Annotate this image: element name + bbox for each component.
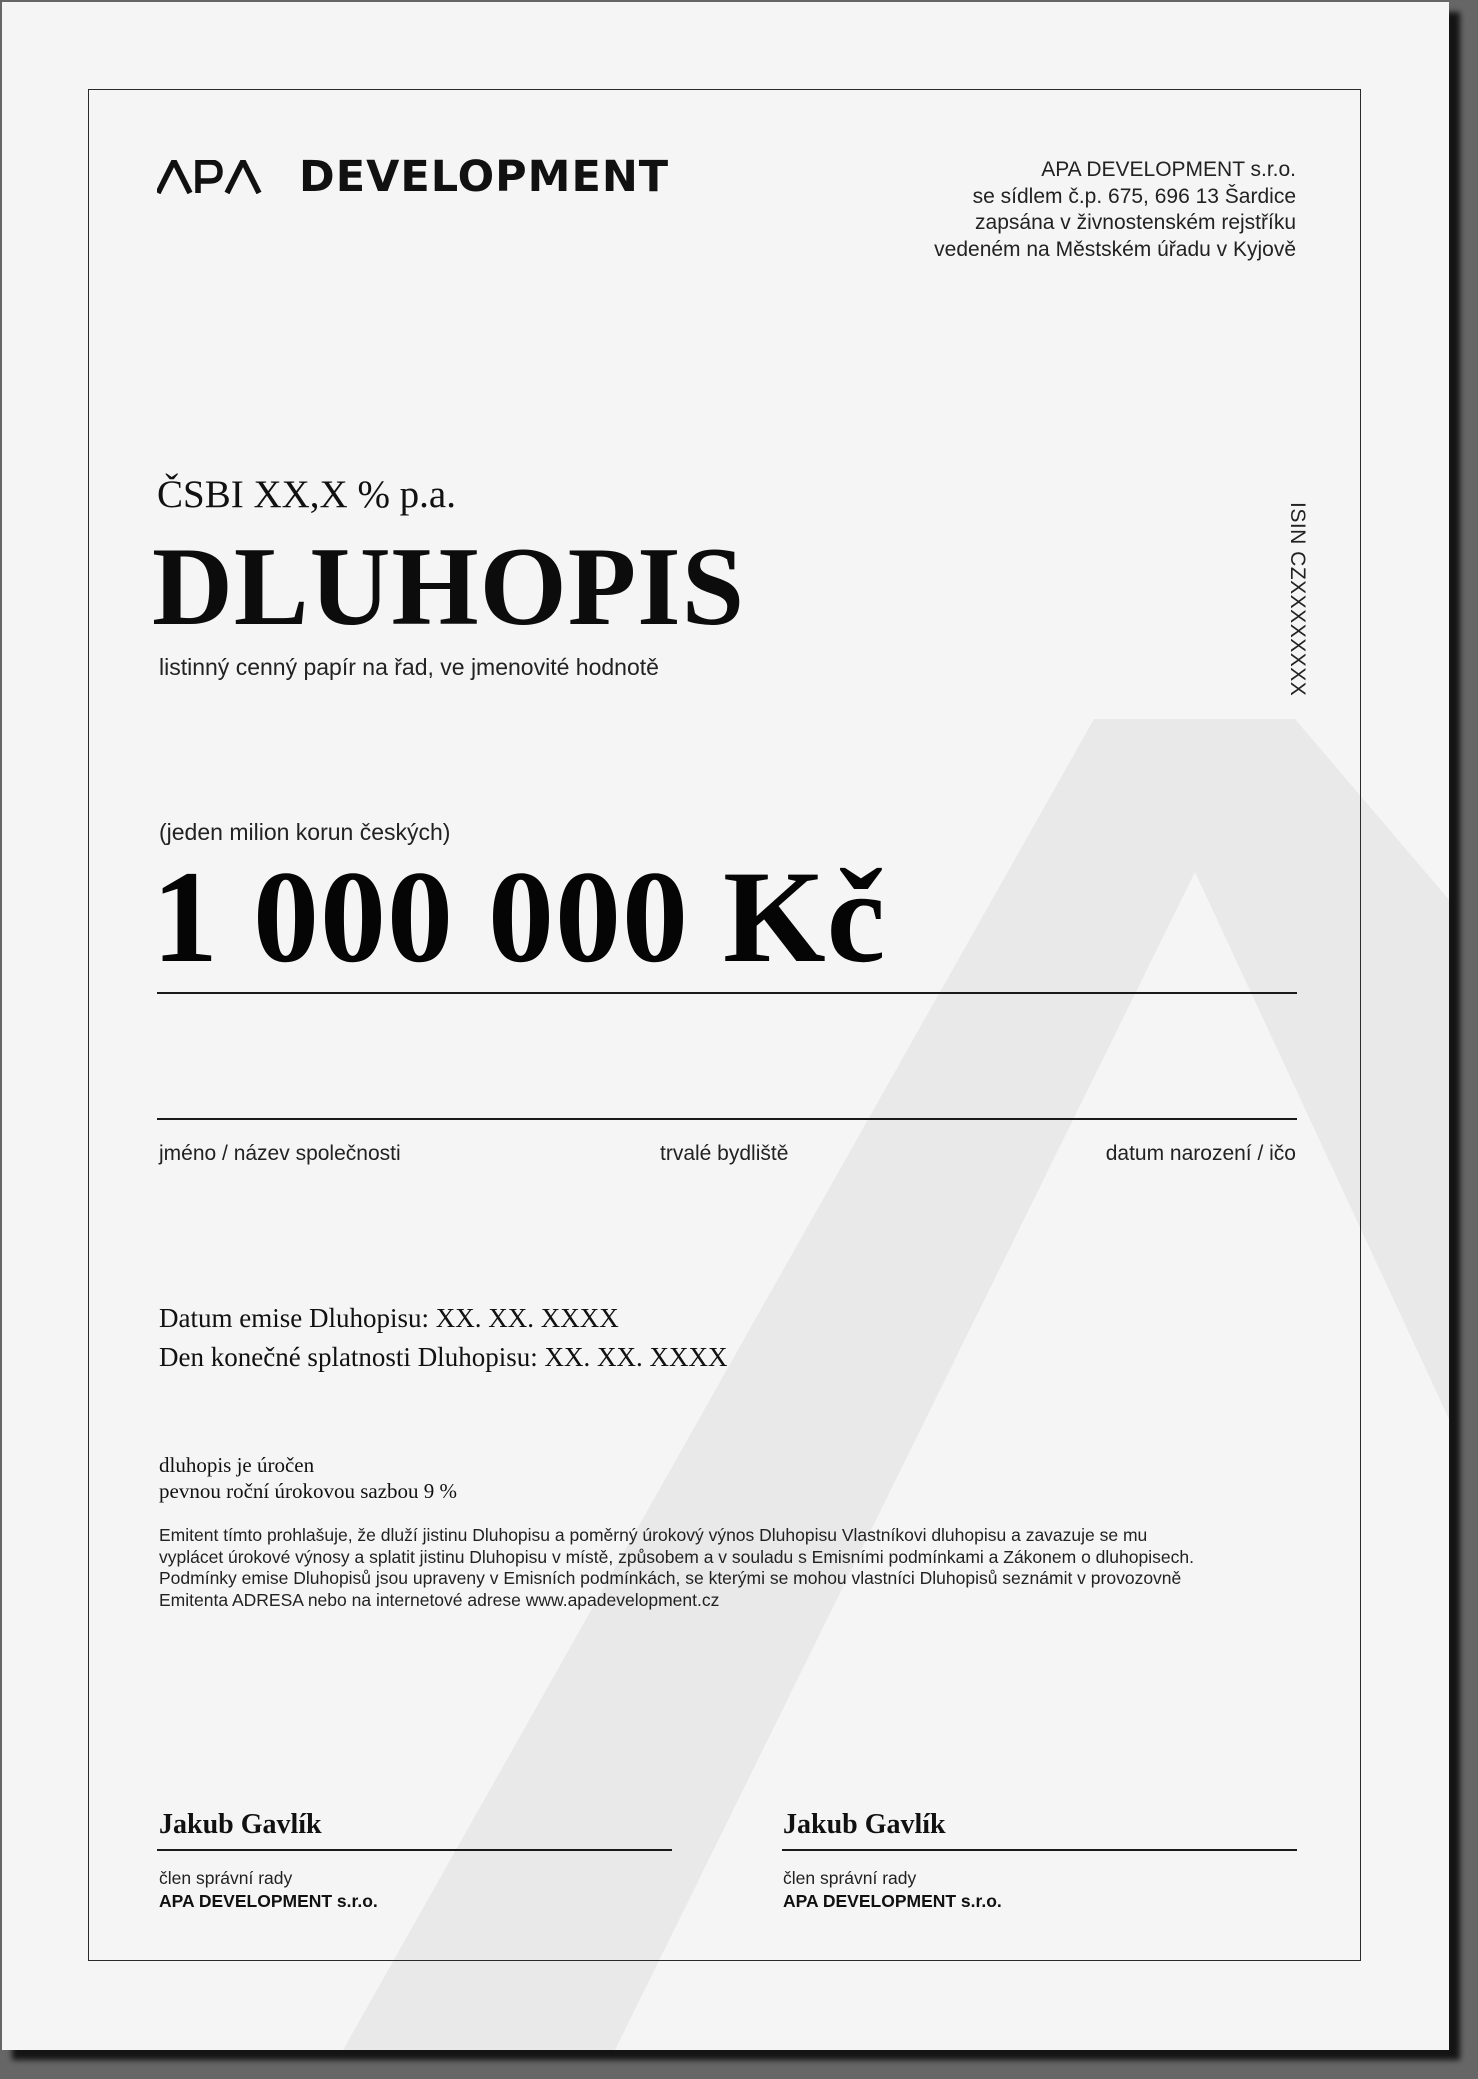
- signatory-name-1: Jakub Gavlík: [159, 1809, 322, 1840]
- signature-line-1: [157, 1849, 672, 1851]
- signatory-role-2: člen správní rady: [783, 1868, 917, 1888]
- holder-address-label: trvalé bydliště: [660, 1142, 789, 1165]
- nominal-amount: 1 000 000 Kč: [152, 843, 887, 990]
- interest-line-1: dluhopis je úročen: [159, 1453, 315, 1477]
- bond-subtitle: listinný cenný papír na řad, ve jmenovité hodnotě: [159, 654, 659, 680]
- interest-statement: [159, 1452, 457, 1504]
- signature-line-2: [782, 1849, 1297, 1851]
- apa-logo-mark-icon: [157, 160, 277, 194]
- maturity-date: Den konečné splatnosti Dluhopisu: XX. XX. XXXX: [159, 1342, 728, 1372]
- company-info-line: se sídlem č.p. 675, 696 13 Šardice: [972, 184, 1296, 208]
- legal-declaration: [159, 1525, 1309, 1611]
- company-info-line: APA DEVELOPMENT s.r.o.: [1041, 158, 1296, 181]
- company-info-line: zapsána v živnostenském rejstříku: [975, 211, 1296, 234]
- certificate-frame: [88, 89, 1361, 1961]
- page-title: DLUHOPIS: [152, 525, 745, 649]
- signatory-name-2: Jakub Gavlík: [783, 1809, 946, 1840]
- signatory-company-1: APA DEVELOPMENT s.r.o.: [159, 1891, 378, 1911]
- isin-code: ISIN CZXXXXXXXX: [1286, 502, 1309, 697]
- company-logo: [157, 152, 670, 202]
- legal-line: Podmínky emise Dluhopisů jsou upraveny v Emisních podmínkách, se kterými se mohou vlastníci Dluhopisů seznámit v provozovně: [159, 1568, 1182, 1588]
- amount-in-words: (jeden milion korun českých): [159, 819, 451, 845]
- interest-rate-line: pevnou roční úrokovou sazbou 9 %: [159, 1479, 458, 1503]
- logo-text: DEVELOPMENT: [299, 152, 670, 202]
- amount-underline: [157, 992, 1297, 994]
- signatory-company-2: APA DEVELOPMENT s.r.o.: [783, 1891, 1002, 1911]
- legal-line: Emitenta ADRESA nebo na internetové adrese www.apadevelopment.cz: [159, 1589, 720, 1610]
- legal-line: vyplácet úrokové výnosy a splatit jistinu Dluhopisu v místě, způsobem a v souladu s Emisními podmínkami a Zákonem o dluhopisech.: [159, 1546, 1194, 1567]
- company-info-line: vedeném na Městském úřadu v Kyjově: [934, 237, 1296, 261]
- issue-date: Datum emise Dluhopisu: XX. XX. XXXX: [159, 1303, 619, 1333]
- signatory-role-1: člen správní rady: [159, 1868, 293, 1888]
- holder-name-label: jméno / název společnosti: [159, 1142, 401, 1165]
- legal-line: Emitent tímto prohlašuje, že dluží jistinu Dluhopisu a poměrný úrokový výnos Dluhopisu Vlastníkovi dluhopisu a zavazuje se mu: [159, 1525, 1148, 1545]
- holder-signature-line: [157, 1118, 1297, 1120]
- bond-dates: [159, 1299, 727, 1377]
- company-info: [934, 157, 1296, 263]
- bond-rating: ČSBI XX,X % p.a.: [157, 473, 456, 516]
- bond-certificate-page: [2, 2, 1449, 2050]
- holder-birthdate-label: datum narození / ičo: [1105, 1142, 1296, 1165]
